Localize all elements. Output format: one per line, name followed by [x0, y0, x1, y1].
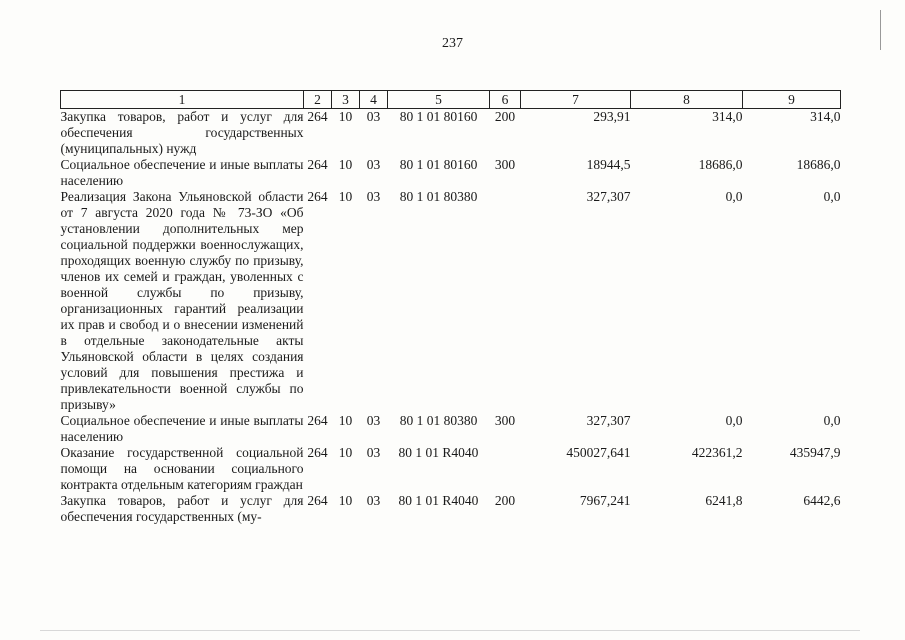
row-cell-col4: 03	[366, 109, 381, 124]
row-cell-col4: 03	[366, 413, 381, 428]
row-cell-col3: 10	[338, 157, 353, 172]
row-cell-col7: 327,307	[586, 189, 631, 204]
row-cell-col6: 300	[494, 157, 516, 172]
header-col-8: 8	[631, 91, 743, 109]
row-cell-col3: 10	[338, 189, 353, 204]
header-col-4: 4	[360, 91, 388, 109]
row-cell-col7: 327,307	[586, 413, 631, 428]
table-row	[61, 189, 841, 413]
row-cell-col3: 10	[338, 445, 353, 460]
page-number: 237	[442, 36, 463, 51]
budget-table	[60, 90, 841, 525]
row-cell-col2: 264	[307, 109, 328, 124]
row-cell-col8: 18686,0	[698, 157, 743, 172]
row-cell-col5: 80 1 01 80160	[399, 109, 478, 124]
row-cell-col8: 6241,8	[705, 493, 743, 508]
row-cell-col9: 18686,0	[796, 157, 841, 172]
row-cell-col5: 80 1 01 80380	[399, 189, 478, 204]
table-row	[61, 493, 841, 525]
row-cell-col4: 03	[366, 493, 381, 508]
row-cell-col8: 422361,2	[691, 445, 743, 460]
row-cell-col5: 80 1 01 R4040	[398, 493, 479, 508]
row-cell-col5: 80 1 01 80160	[399, 157, 478, 172]
row-cell-col6	[490, 189, 521, 413]
row-cell-col9: 0,0	[823, 413, 841, 428]
row-cell-col7: 7967,241	[579, 493, 631, 508]
row-cell-col7: 293,91	[593, 109, 631, 124]
row-cell-col6: 200	[494, 109, 516, 124]
row-cell-col5: 80 1 01 R4040	[398, 445, 479, 460]
row-cell-col9: 314,0	[810, 109, 841, 124]
row-cell-col3: 10	[338, 493, 353, 508]
row-cell-col8: 0,0	[725, 413, 743, 428]
row-cell-col3: 10	[338, 109, 353, 124]
scan-edge-mark	[880, 10, 881, 50]
row-cell-col8: 0,0	[725, 189, 743, 204]
row-cell-col6: 200	[494, 493, 516, 508]
row-name-cell: Социальное обеспечение и иные выплаты населению	[60, 157, 304, 188]
row-name-cell: Социальное обеспечение и иные выплаты населению	[60, 413, 304, 444]
header-col-5: 5	[388, 91, 490, 109]
row-cell-col7: 18944,5	[586, 157, 631, 172]
row-cell-col7: 450027,641	[566, 445, 631, 460]
row-cell-col2: 264	[307, 445, 328, 460]
row-cell-col2: 264	[307, 157, 328, 172]
row-cell-col6	[490, 445, 521, 493]
row-name-cell: Закупка товаров, работ и услуг для обеспечения государственных (муниципальных) нужд	[60, 109, 304, 156]
header-col-3: 3	[332, 91, 360, 109]
header-col-1: 1	[61, 91, 304, 109]
table-row	[61, 413, 841, 445]
row-cell-col2: 264	[307, 189, 328, 204]
row-cell-col6: 300	[494, 413, 516, 428]
header-col-9: 9	[743, 91, 841, 109]
row-cell-col9: 0,0	[823, 189, 841, 204]
row-cell-col4: 03	[366, 157, 381, 172]
row-name-cell: Реализация Закона Ульяновской области от 7 августа 2020 года № 73-ЗО «Об установлении дополнительных мер социальной поддержки военнослужащих, проходящих военную службу по призыву, членов их семей и граждан, уволенных с военной службы по призыву, организационных гарантий реализации их прав и свобод и о внесении изменений в отдельные законодательные акты Ульяновской области в целях создания условий для повышения престижа и привлекательности военной службы по призыву»	[60, 189, 304, 412]
table-row	[61, 157, 841, 189]
row-name-cell: Оказание государственной социальной помощи на основании социального контракта отдельным категориям граждан	[60, 445, 304, 492]
row-cell-col9: 435947,9	[789, 445, 841, 460]
row-cell-col5: 80 1 01 80380	[399, 413, 478, 428]
header-col-2: 2	[304, 91, 332, 109]
table-row	[61, 445, 841, 493]
row-cell-col8: 314,0	[712, 109, 743, 124]
row-cell-col4: 03	[366, 189, 381, 204]
row-cell-col9: 6442,6	[803, 493, 841, 508]
table-header-row	[61, 91, 841, 109]
header-col-6: 6	[490, 91, 521, 109]
scan-edge-mark	[40, 630, 860, 631]
table-row	[61, 109, 841, 158]
row-cell-col3: 10	[338, 413, 353, 428]
row-cell-col2: 264	[307, 413, 328, 428]
header-col-7: 7	[521, 91, 631, 109]
row-cell-col2: 264	[307, 493, 328, 508]
row-name-cell: Закупка товаров, работ и услуг для обеспечения государственных (му-	[60, 493, 304, 524]
row-cell-col4: 03	[366, 445, 381, 460]
